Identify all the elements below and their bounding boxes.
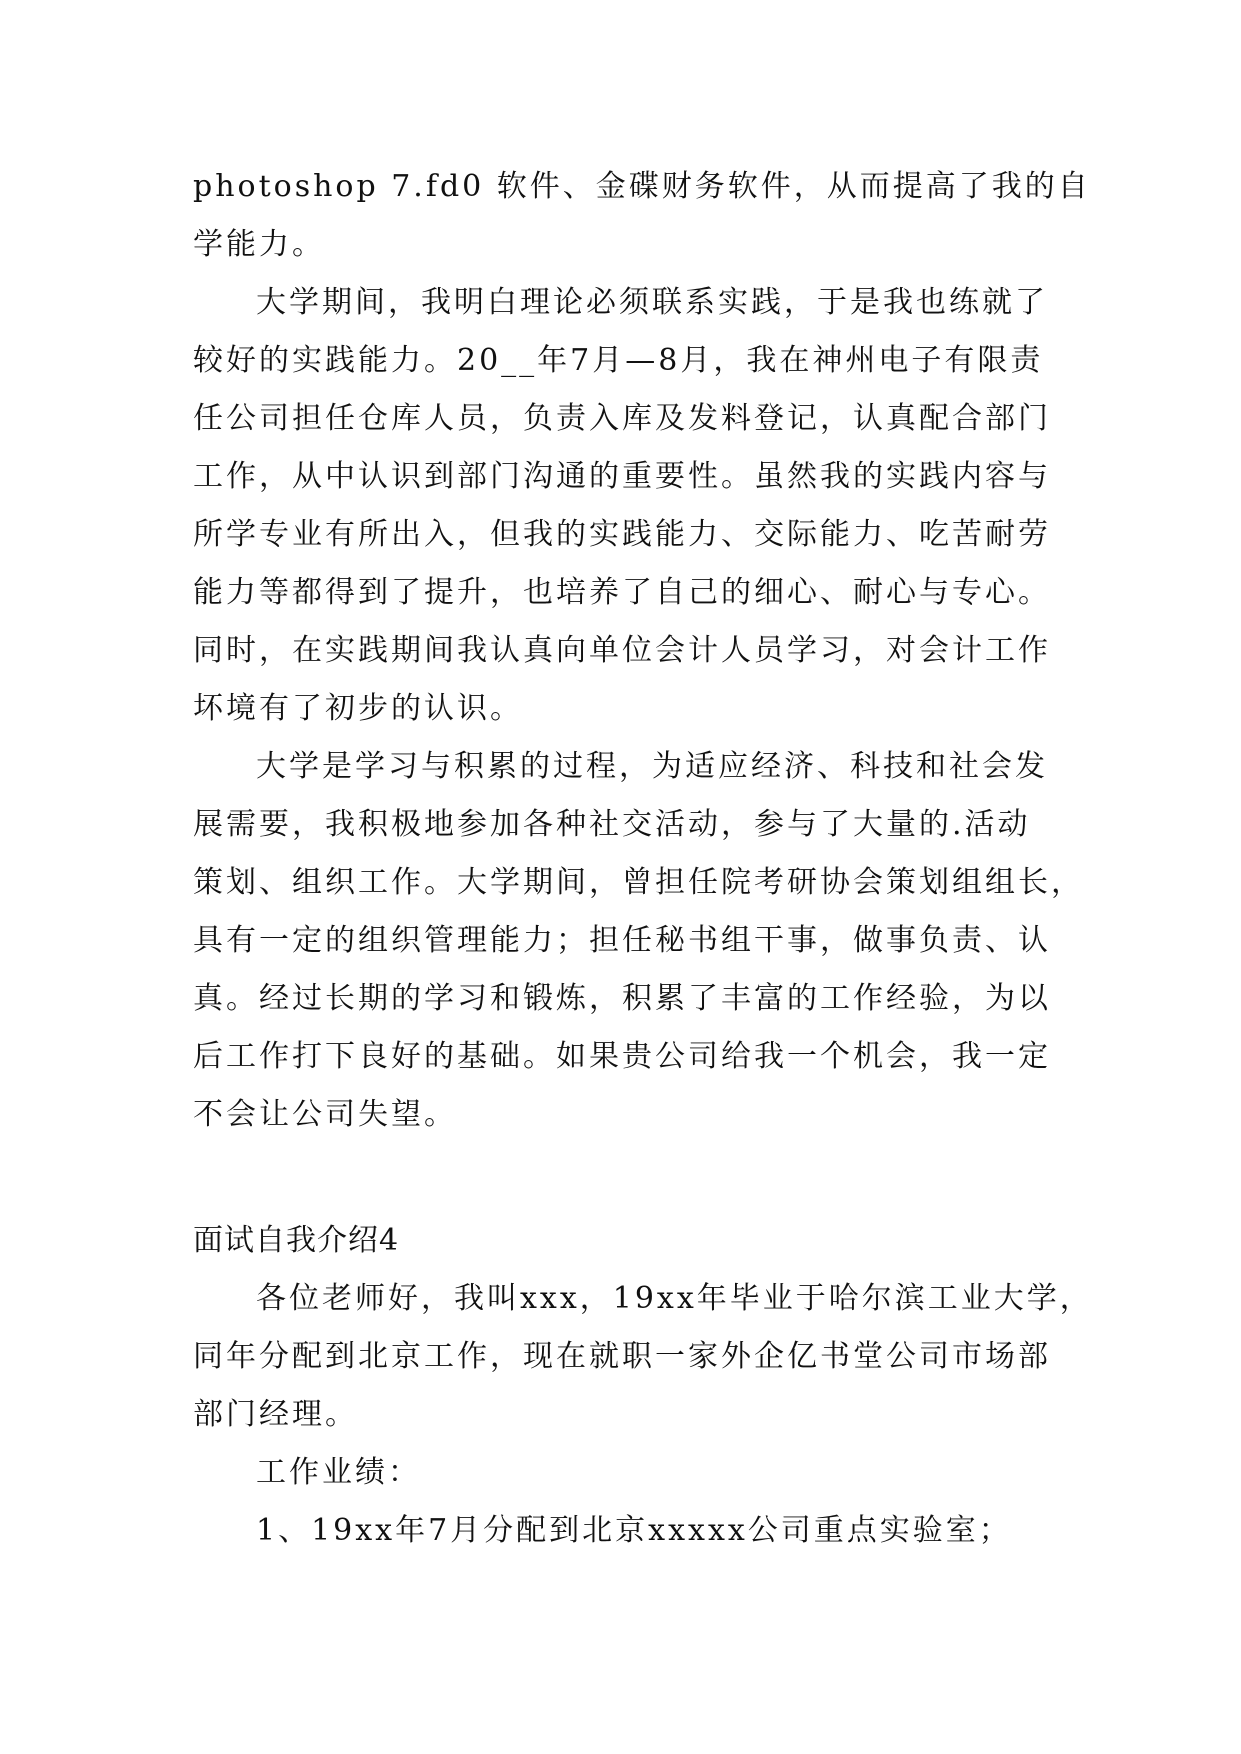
section-heading: 面试自我介绍4 [193,1223,400,1258]
paragraph-line: 工作业绩： [256,1455,421,1490]
paragraph-line: 任公司担任仓库人员，负责入库及发料登记，认真配合部门 [193,401,1051,436]
paragraph-line: 大学期间，我明白理论必须联系实践，于是我也练就了 [256,285,1048,320]
paragraph-line: 后工作打下良好的基础。如果贵公司给我一个机会，我一定 [193,1039,1051,1074]
paragraph-line: 同时，在实践期间我认真向单位会计人员学习，对会计工作 [193,633,1051,668]
paragraph-line: 工作，从中认识到部门沟通的重要性。虽然我的实践内容与 [193,459,1051,494]
body-section-intro-4 [193,1270,1093,1560]
paragraph-line: 不会让公司失望。 [193,1097,457,1132]
paragraph-line: photoshop 7.fd0 软件、金碟财务软件，从而提高了我的自 [193,169,1091,204]
paragraph-line: 所学专业有所出入，但我的实践能力、交际能力、吃苦耐劳 [193,517,1051,552]
paragraph-line: 同年分配到北京工作，现在就职一家外企亿书堂公司市场部 [193,1339,1051,1374]
paragraph-line: 具有一定的组织管理能力；担任秘书组干事，做事负责、认 [193,923,1051,958]
paragraph-line: 策划、组织工作。大学期间，曾担任院考研协会策划组组长， [193,865,1084,900]
paragraph-line: 较好的实践能力。20__年7月—8月，我在神州电子有限责 [193,343,1044,378]
paragraph-line: 各位老师好，我叫xxx，19xx年毕业于哈尔滨工业大学， [256,1281,1093,1316]
paragraph-line: 能力等都得到了提升，也培养了自己的细心、耐心与专心。 [193,575,1051,610]
paragraph-line: 1、19xx年7月分配到北京xxxxx公司重点实验室； [256,1513,1012,1548]
paragraph-line: 学能力。 [193,227,325,262]
body-section-previous [193,158,1091,1144]
paragraph-line: 展需要，我积极地参加各种社交活动，参与了大量的.活动 [193,807,1031,842]
paragraph-line: 坏境有了初步的认识。 [193,691,523,726]
paragraph-line: 真。经过长期的学习和锻炼，积累了丰富的工作经验，为以 [193,981,1051,1016]
paragraph-line: 大学是学习与积累的过程，为适应经济、科技和社会发 [256,749,1048,784]
paragraph-line: 部门经理。 [193,1397,358,1432]
